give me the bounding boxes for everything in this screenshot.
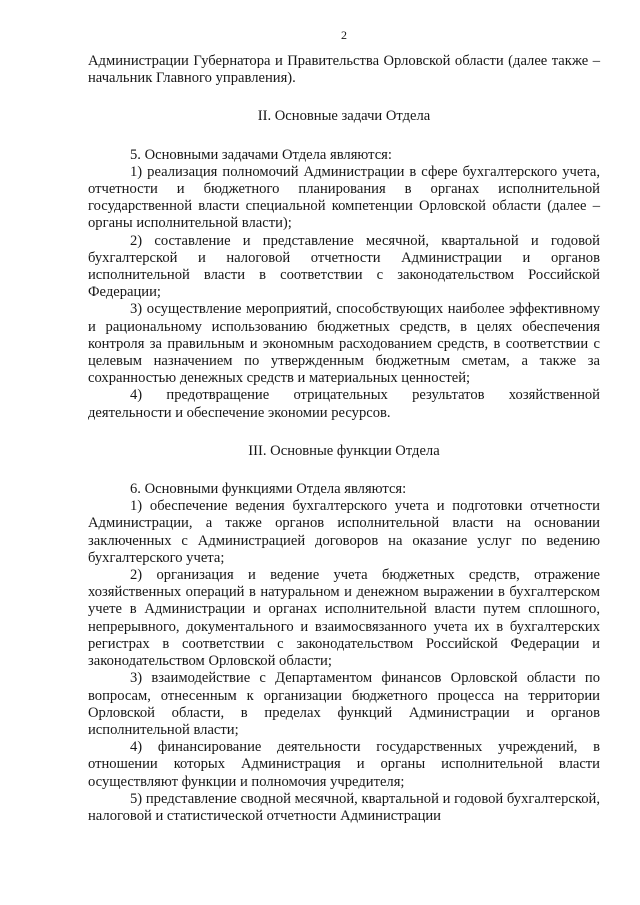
task-item-1: 1) реализация полномочий Администрации в сфере бухгалтерского учета, отчетности и бюджетного планирования в органах исполнительной государственной власти специальной компетенции Орловской области (далее – органы исполнительной власти); xyxy=(88,163,600,232)
section-3-heading: III. Основные функции Отдела xyxy=(248,442,440,459)
function-item-4: 4) финансирование деятельности государственных учреждений, в отношении которых Администрация и органы исполнительной власти осуществляют функции и полномочия учредителя; xyxy=(88,739,600,790)
section-3-lead: 6. Основными функциями Отдела являются: xyxy=(130,481,407,498)
section-2-lead: 5. Основными задачами Отдела являются: xyxy=(130,146,392,163)
function-item-2: 2) организация и ведение учета бюджетных средств, отражение хозяйственных операций в натуральном и денежном выражении в бухгалтерском учете в Администрации и органах исполнительной власти путем сплошного, непрерывного, документального и взаимосвязанного учета их в бухгалтерских регистрах в соответствии с законодательством Российской Федерации и законодательством Орловской области; xyxy=(88,567,600,670)
function-item-3: 3) взаимодействие с Департаментом финансов Орловской области по вопросам, отнесенным к организации бюджетного процесса на территории Орловской области, в пределах функций Администрации и органов исполнительной власти; xyxy=(88,670,600,738)
function-item-1: 1) обеспечение ведения бухгалтерского учета и подготовки отчетности Администрации, а также органов исполнительной власти на основании заключенных с Администрацией договоров на оказание услуг по ведению бухгалтерского учета; xyxy=(88,498,600,566)
task-item-3: 3) осуществление мероприятий, способствующих наиболее эффективному и рациональному использованию бюджетных средств, в целях обеспечения контроля за правильным и экономным расходованием средств, в соответствии с целевым назначением по утвержденным бюджетным сметам, а также за сохранностью денежных средств и материальных ценностей; xyxy=(88,301,600,387)
task-item-2: 2) составление и представление месячной, квартальной и годовой бухгалтерской и налоговой отчетности Администрации и органов исполнительной власти в соответствии с законодательством Российской Федерации; xyxy=(88,232,600,301)
function-item-5: 5) представление сводной месячной, квартальной и годовой бухгалтерской, налоговой и статистической отчетности Администрации xyxy=(88,790,600,824)
page-number: 2 xyxy=(341,28,347,42)
intro-paragraph: Администрации Губернатора и Правительства Орловской области (далее также – начальник Главного управления). xyxy=(88,53,600,87)
section-2-heading: II. Основные задачи Отдела xyxy=(257,108,431,125)
task-item-4: 4) предотвращение отрицательных результатов хозяйственной деятельности и обеспечение экономии ресурсов. xyxy=(88,387,600,421)
